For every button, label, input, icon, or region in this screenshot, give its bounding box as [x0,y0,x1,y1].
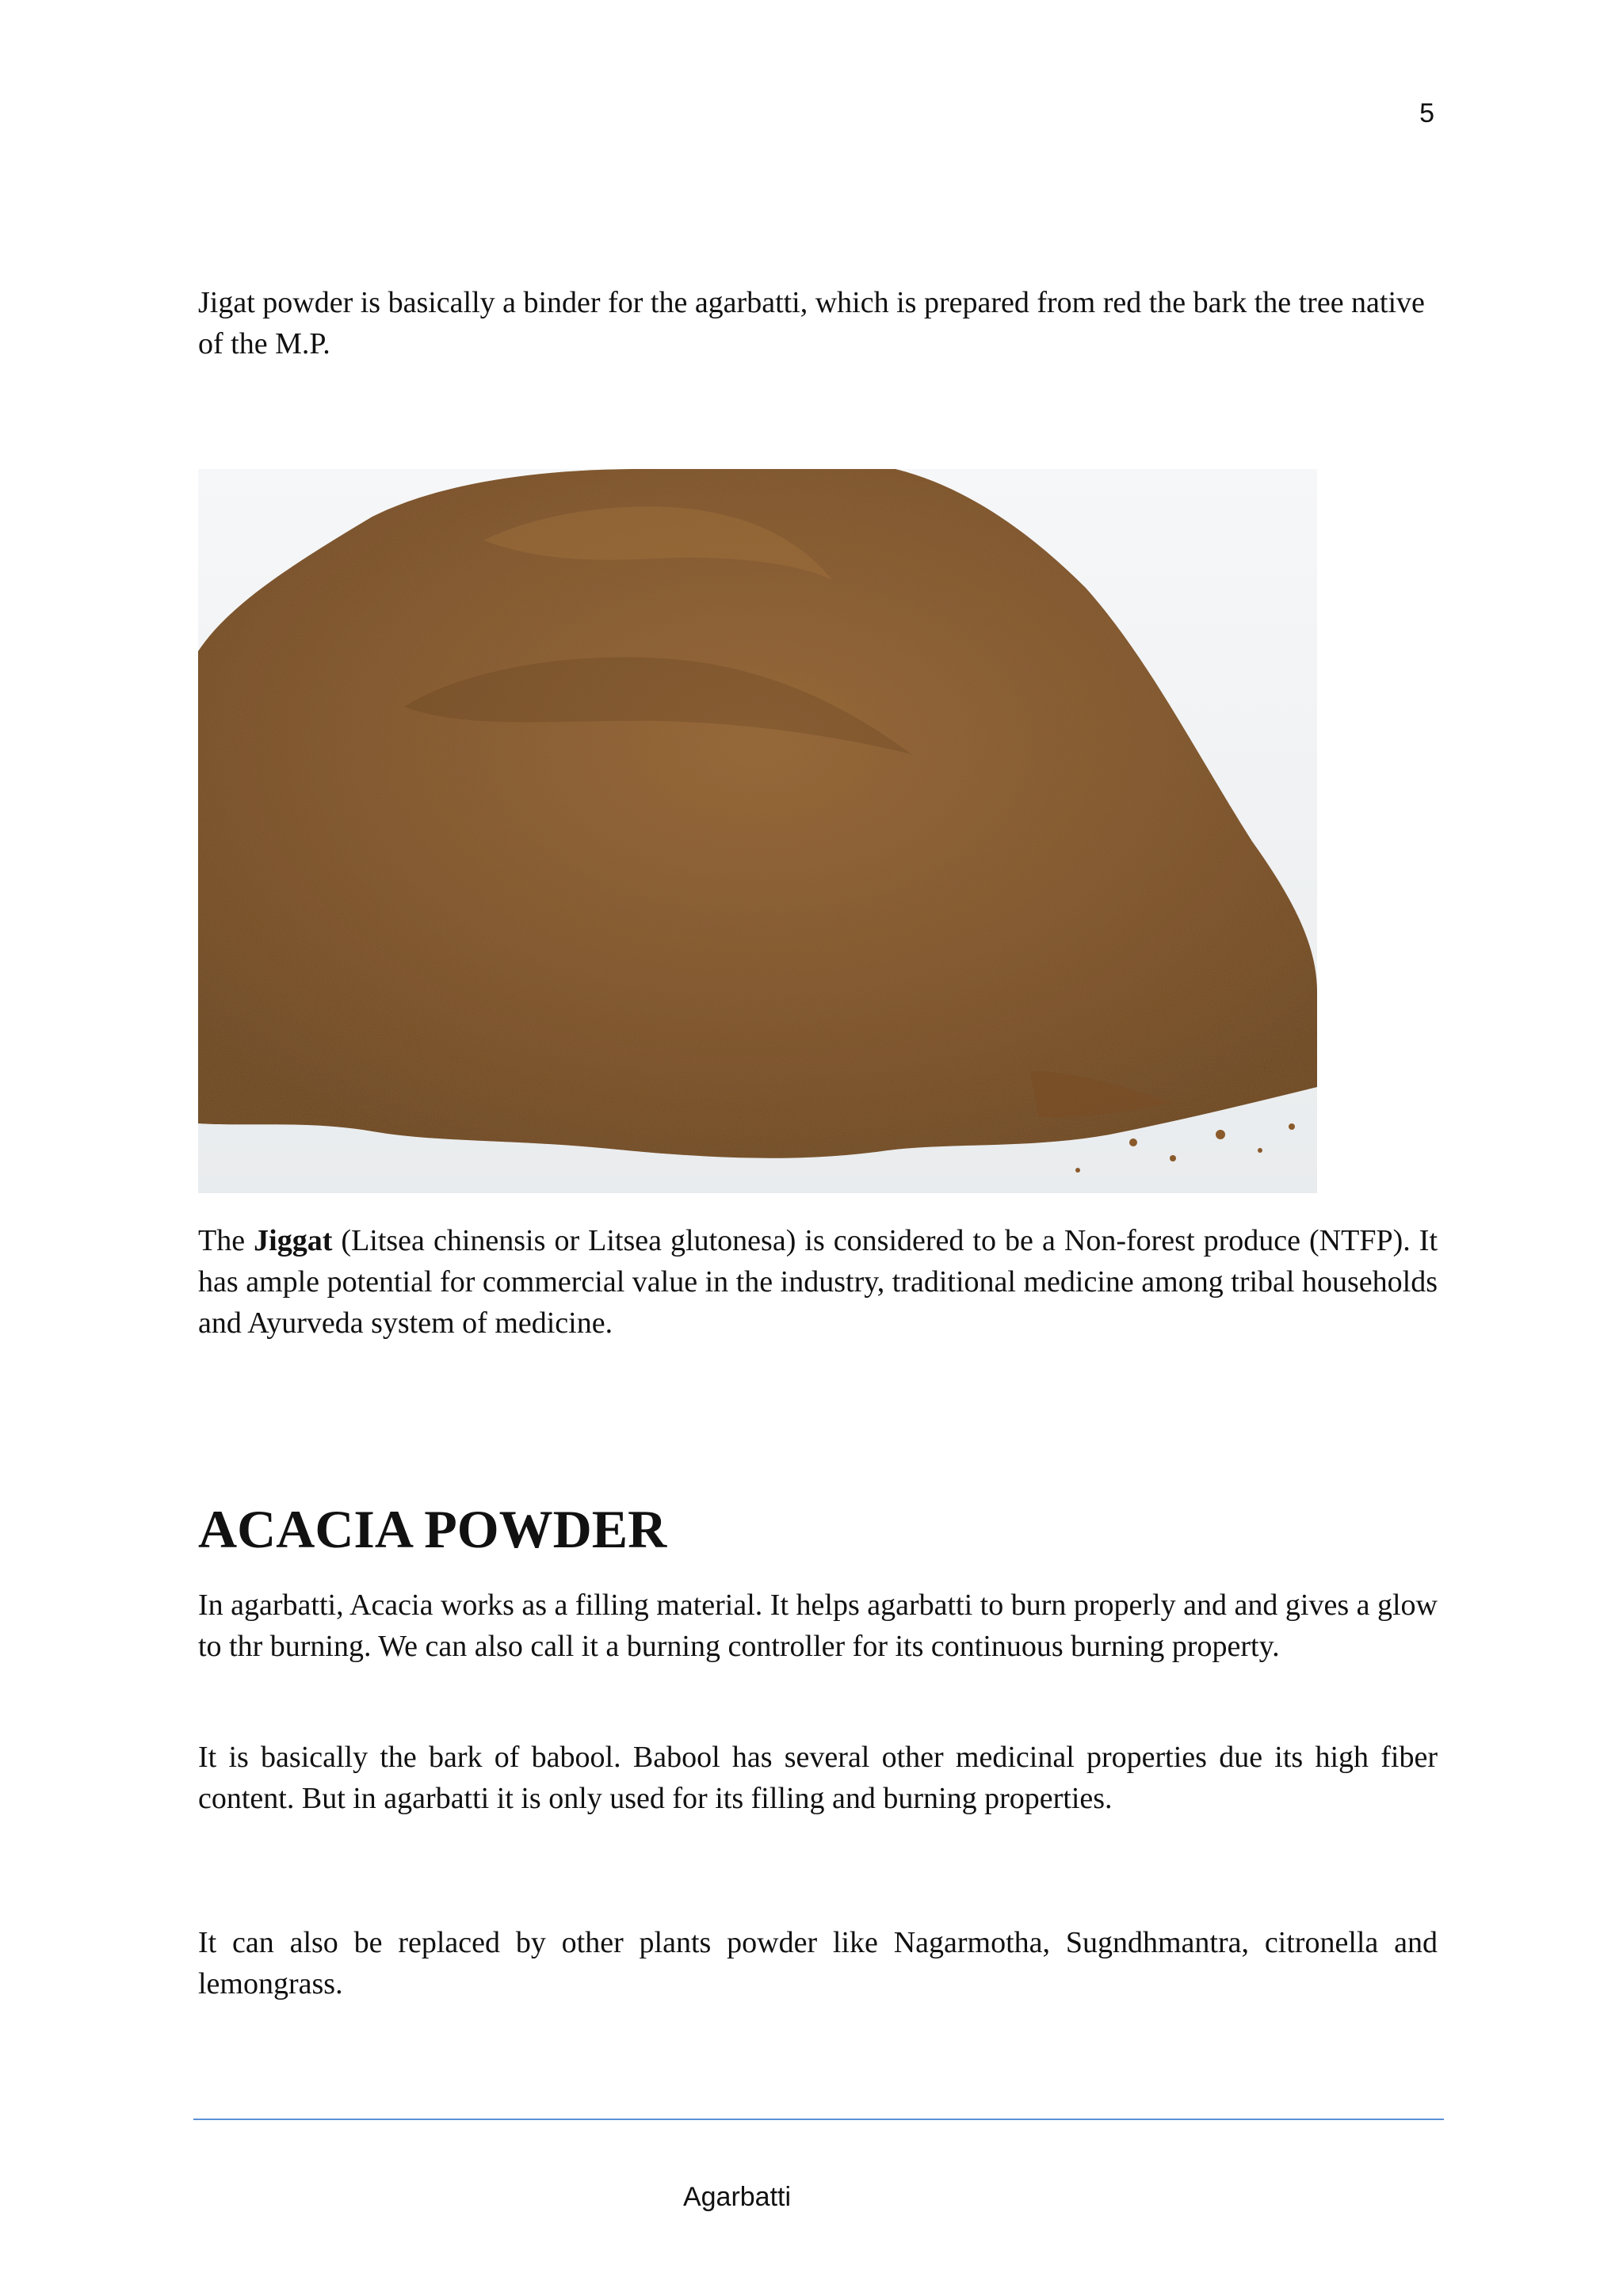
acacia-powder-heading: ACACIA POWDER [198,1499,667,1559]
jiggat-bold-term: Jiggat [254,1224,333,1257]
powder-pile-image [198,469,1317,1193]
footer-title: Agarbatti [682,2182,792,2212]
acacia-paragraph-2: It is basically the bark of babool. Babool has several other medicinal properties due its high fiber content. But in agarbatti it is only used for its filling and burning properties. [198,1741,1438,1815]
acacia-paragraph-3: It can also be replaced by other plants powder like Nagarmotha, Sugndhmantra, citronella and lemongrass. [198,1926,1438,2000]
jiggat-lead-text: The [198,1224,254,1257]
intro-paragraph: Jigat powder is basically a binder for the agarbatti, which is prepared from red the bark the tree native of the M.P. [198,286,1425,360]
page-number: 5 [1419,98,1434,128]
jiggat-rest-text: (Litsea chinensis or Litsea glutonesa) is considered to be a Non-forest produce (NTFP). It has ample potential for commercial value in the industry, traditional medicine among tribal households and Ayurveda system of medicine. [198,1224,1438,1340]
footer-rule [193,2119,1444,2120]
acacia-paragraph-1: In agarbatti, Acacia works as a filling material. It helps agarbatti to burn properly and and gives a glow to thr burning. We can also call it a burning controller for its continuous burning property. [198,1589,1438,1663]
jiggat-paragraph [198,1220,1438,1344]
jiggat-powder-photo [198,469,1317,1193]
